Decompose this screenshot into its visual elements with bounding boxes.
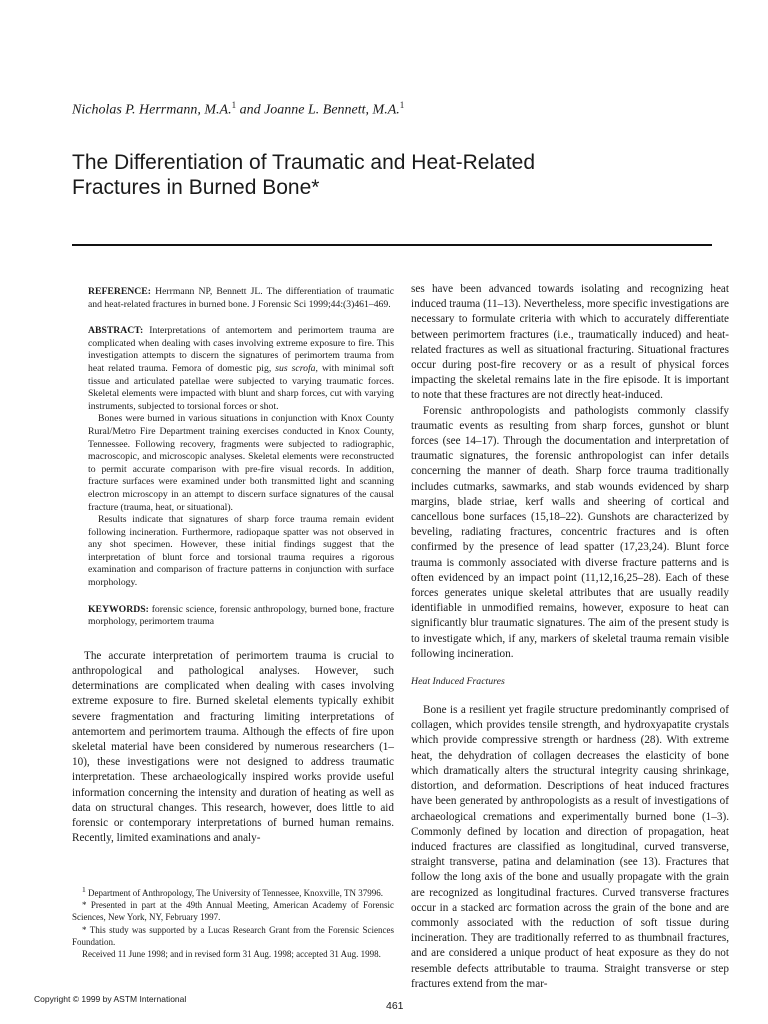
abstract-p2: Bones were burned in various situations in conjunction with Knox County Rural/Metro Fire Department training exercises conducted in Knox County, Tennessee. Following recovery, fragments were subjected to radiographic, macroscopic, and microscopic analyses. Skeletal elements were reconstructed to permit accurate comparison with pre-fire visual records. In addition, fracture surfaces were examined under both transmitted light and scanning electron microscopy in an attempt to discern surface signatures of the causal fracture (trauma, heat, or situational). — [88, 413, 394, 513]
keywords-text: forensic science, forensic anthropology, burned bone, fracture morphology, perimortem trauma — [88, 603, 394, 628]
right-column — [411, 282, 729, 992]
author-2-name: Joanne L. Bennett, M.A. — [264, 102, 400, 118]
right-paragraph-2: Forensic anthropologists and pathologists commonly classify traumatic events as resulting from sharp forces, gunshot or blunt forces (see 14–17). Through the documentation and interpretation of traumatic signatures, the forensic anthropologist can infer details concerning the manner of death. Sharp force trauma traditionally includes cutmarks, sawmarks, and stab wounds evidenced by sharp margins, blade striae, kerf walls and sheering of cortical and cancellous bone surfaces (15,18–22). Gunshots are characterized by beveling, radiating fractures, concentric fractures and is often confirmed by the presence of lead spatter (17,23,24). Blunt force trauma is commonly associated with diverse fracture patterns and is often evidenced by an impact point (11,12,16,25–28). Each of these forces generates unique skeletal attributes that are usually readily identifiable in unmodified remains, however, exposure to heat can significantly blur traumatic signatures. The aim of the present study is to investigate which, if any, markers of skeletal trauma remain visible following incineration. — [411, 404, 729, 660]
right-body-2 — [411, 703, 729, 992]
author-2-footnote-mark: 1 — [399, 100, 405, 110]
intro-paragraph: The accurate interpretation of perimortem trauma is crucial to anthropological and pathological analyses. However, such determinations are complicated when dealing with cases involving extreme exposure to fire. Burned skeletal elements typically exhibit severe fragmentation and fracturing limiting interpretations of antemortem and perimortem trauma. Although the effects of fire upon skeletal material have been considered by numerous researchers (1–10), these investigations were not designed to address traumatic interpretation. These archaeologically inspired works provide useful information concerning the intensity and duration of heating as well as data on structural changes. This research, however, does little to aid forensic or contemporary interpretations of burned human remains. Recently, limited examinations and analy- — [72, 649, 394, 845]
title-rule — [72, 244, 712, 246]
author-connector: and — [236, 102, 265, 118]
keywords-label: KEYWORDS: — [88, 603, 149, 615]
author-1-name: Nicholas P. Herrmann, M.A. — [72, 102, 232, 118]
keywords-block — [88, 604, 394, 629]
abstract-p3: Results indicate that signatures of sharp force trauma remain evident following incineration. Furthermore, radiopaque spatter was not observed in any shot specimen. However, these initial findings suggest that the interpretation of blunt force and torsional trauma requires a rigorous examination and comparison of fracture patterns in conjunction with surface morphology. — [88, 514, 394, 589]
page-number: 461 — [386, 1000, 404, 1012]
title-line-2: Fractures in Burned Bone* — [72, 176, 320, 199]
author-1-footnote-mark: 1 — [231, 100, 237, 110]
right-paragraph-1: ses have been advanced towards isolating and recognizing heat induced trauma (11–13). Nevertheless, more specific investigations are necessary to formulate criteria with which to accurately differentiate between perimortem fractures (i.e., traumatically induced) and heat-related fractures as well as situational fracturing. Situational fractures occur during post-fire recovery or as a result of physical forces impacting the skeletal remains late in the fire episode. It is important to note that these fractures are not directly heat-induced. — [411, 283, 730, 402]
abstract-block — [88, 325, 394, 589]
left-column — [72, 286, 394, 846]
reference-text: Herrmann NP, Bennett JL. The differentiation of traumatic and heat-related fractures in burned bone. J Forensic Sci 1999;44:(3)461–469. — [88, 286, 394, 310]
abstract-label: ABSTRACT: — [88, 325, 144, 337]
author-line — [72, 100, 404, 119]
reference-label: REFERENCE: — [88, 286, 151, 297]
reference-block — [88, 286, 394, 311]
copyright-notice: Copyright © 1999 by ASTM International — [34, 994, 187, 1004]
abstract-p1-species: sus scrofa, — [275, 362, 318, 374]
abstract-p1-a: Interpretations of antemortem and perimortem trauma are complicated when dealing with cases involving extreme exposure to fire. This investigation attempts to discern the signatures of perimortem trauma from heat related trauma. Femora of domestic pig, — [88, 325, 394, 374]
article-title — [72, 150, 712, 200]
footnote-2: * Presented in part at the 49th Annual Meeting, American Academy of Forensic Sciences, New York, NY, February 1997. — [72, 900, 394, 923]
footnote-3: * This study was supported by a Lucas Research Grant from the Forensic Sciences Foundation. — [72, 924, 394, 947]
footnote-1-text: Department of Anthropology, The University of Tennessee, Knoxville, TN 37996. — [85, 888, 383, 898]
received-dates: Received 11 June 1998; and in revised form 31 Aug. 1998; accepted 31 Aug. 1998. — [82, 949, 381, 960]
footnotes — [72, 884, 394, 960]
title-line-1: The Differentiation of Traumatic and Heat-Related — [72, 151, 536, 174]
abstract-p1-b: with minimal soft tissue and articulated patellae were subjected to varying traumatic forces. Skeletal elements were impacted with blunt and sharp forces, cut with varying instruments, subjected to torsional forces or shot. — [88, 362, 394, 412]
footnote-1-mark: 1 — [82, 885, 86, 894]
intro-body — [72, 649, 394, 847]
right-paragraph-3: Bone is a resilient yet fragile structure predominantly comprised of collagen, which provides tensile strength, and hydroxyapatite crystals which provide compressive strength or hardness (28). With extreme heat, the dehydration of collagen decreases the elasticity of bone which dramatically alters the structural integrity causing shrinkage, distortion, and deformation. Descriptions of heat induced fractures have been generated by anthropologists as a result of investigations of archaeological cremations and experimentally burned bone (1–3). Commonly defined by location and direction of propagation, heat induced fractures are classified as longitudinal, curved transverse, straight transverse, patina and delamination (see 13). Fractures that follow the long axis of the bone and usually propagate with the grain are recognized as longitudinal fractures. Curved transverse fractures occur in a stacked arc formation across the grain of the bone and are commonly associated with the reduction of soft tissue during incineration. They are traditionally referred to as thumbnail fractures, and are considered a unique product of heat exposure as they do not resemble defects attributable to trauma. Straight transverse or step fractures extend from the mar- — [411, 704, 729, 990]
section-heading: Heat Induced Fractures — [411, 676, 505, 688]
right-body — [411, 282, 729, 662]
